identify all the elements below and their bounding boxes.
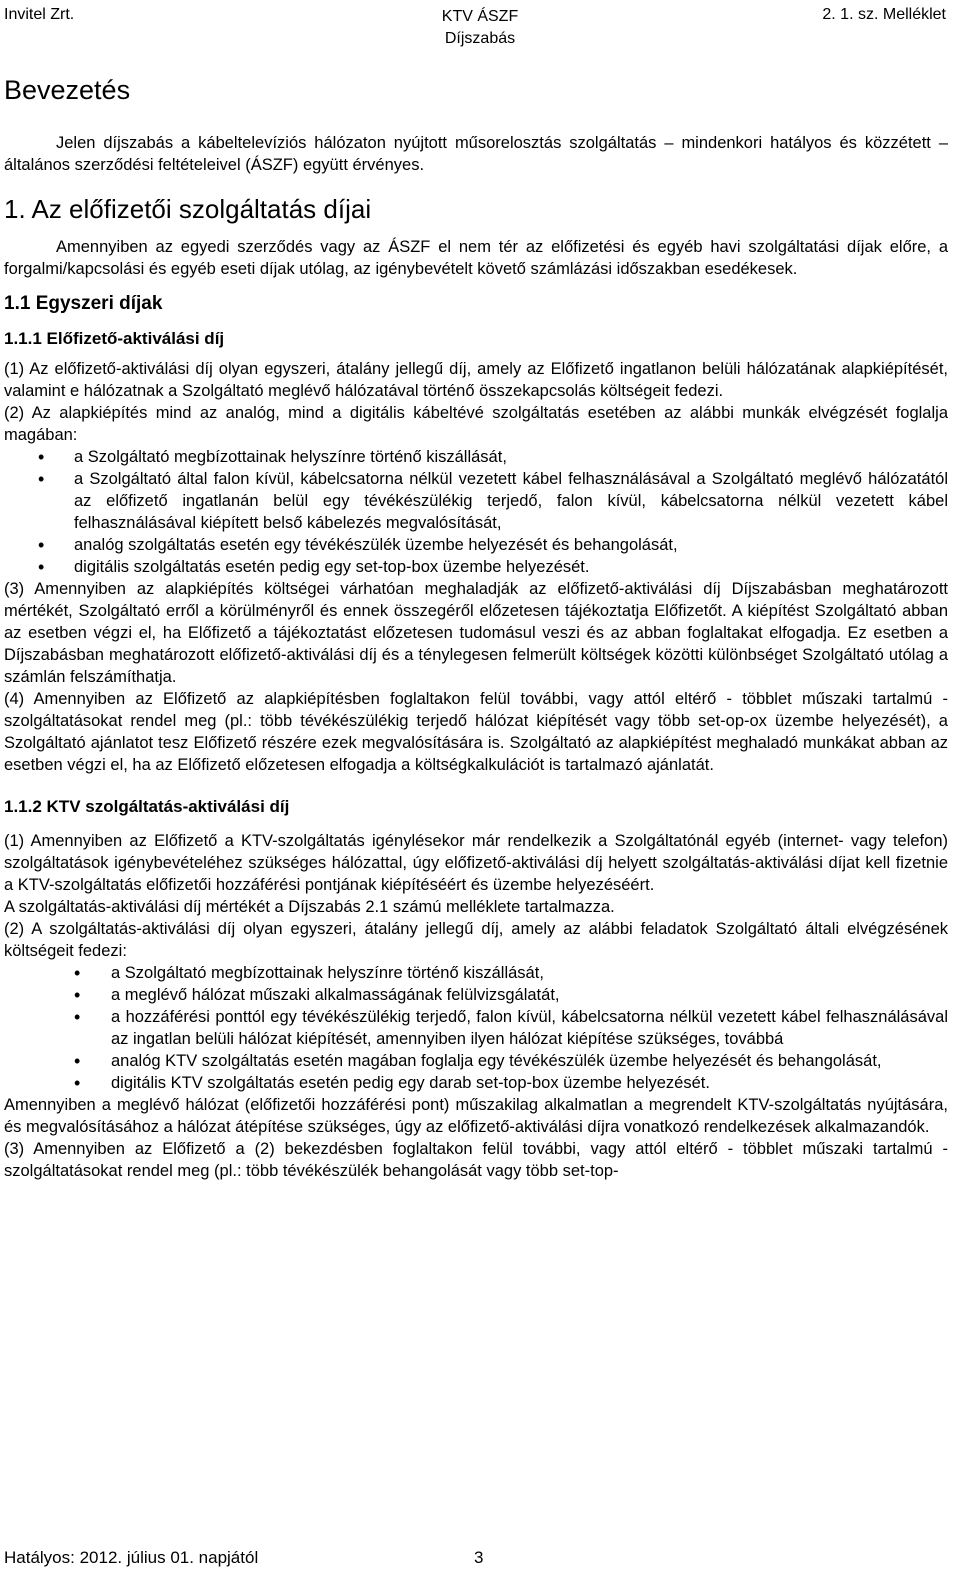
list-item: • a Szolgáltató megbízottainak helyszínre történő kiszállását, <box>4 962 948 984</box>
list-item: • analóg KTV szolgáltatás esetén magában foglalja egy tévékészülék üzembe helyezését és behangolását, <box>4 1050 948 1072</box>
list-item: • a meglévő hálózat műszaki alkalmasságának felülvizsgálatát, <box>4 984 948 1006</box>
intro-heading: Bevezetés <box>4 75 131 105</box>
list-item: • digitális KTV szolgáltatás esetén pedig egy darab set-top-box üzembe helyezését. <box>4 1072 948 1094</box>
list-item: • a Szolgáltató által falon kívül, kábelcsatorna nélkül vezetett kábel felhasználásával a Szolgáltató meglévő hálózatától az előfizető ingatlanán belül egy tévékészülékig terjedő, falon kívül, kábelcsatorna nélkül vezetett kábel felhasználásával kiépített belső kábelezés megvalósítását, <box>4 468 948 534</box>
footer-effective-date: Hatályos: 2012. július 01. napjától <box>4 1548 259 1567</box>
document-body <box>4 72 948 1182</box>
header-document-title <box>0 6 960 50</box>
header-annex: 2. 1. sz. Melléklet <box>822 6 946 23</box>
header-doc-name: KTV ÁSZF <box>441 8 519 25</box>
list-item: • a hozzáférési ponttól egy tévékészülékig terjedő, falon kívül, kábelcsatorna nélkül vezetett kábel felhasználásával az ingatlan belüli hálózat kiépítését, amennyiben ilyen hálózat kiépítése szükséges, továbbá <box>4 1006 948 1050</box>
list-basic-installation <box>4 446 948 578</box>
footer-page-number: 3 <box>474 1548 484 1567</box>
list-item: • analóg szolgáltatás esetén egy tévékészülék üzembe helyezését és behangolását, <box>4 534 948 556</box>
paragraph-1-1-2-4: (3) Amennyiben az Előfizető a (2) bekezdésben foglaltakon felül további, vagy attól eltérő - többlet műszaki tartalmú - szolgáltatásokat rendel meg (pl.: több tévékészülék behangolását vagy több set-top- <box>4 1140 948 1180</box>
paragraph-1-1-1-3: (3) Amennyiben az alapkiépítés költségei várhatóan meghaladják az előfizető-aktiválási díj Díjszabásban meghatározott mértékét, Szolgáltató erről a körülményről és ennek összegéről előzetesen tájékoztatja Előfizetőt. A kiépítést Szolgáltató abban az esetben végzi el, ha Előfizető a tájékoztatást előzetesen tudomásul veszi és az abban foglaltakat elfogadja. Ez esetben a Díjszabásban meghatározott előfizető-aktiválási díj és a ténylegesen felmerült költségek közötti különbséget Szolgáltató utólag a számlán felszámíthatja. <box>4 580 948 686</box>
header-company: Invitel Zrt. <box>4 6 75 23</box>
paragraph-1-1-1-4: (4) Amennyiben az Előfizető az alapkiépítésben foglaltakon felül további, vagy attól eltérő - többlet műszaki tartalmú - szolgáltatásokat rendel meg (pl.: több tévékészülékig terjedő hálózat kiépítését vagy több set-op-ox üzembe helyezését), a Szolgáltató ajánlatot tesz Előfizető részére ezek megvalósítására is. Szolgáltató az alapkiépítést meghaladó munkákat abban az esetben végzi el, ha az Előfizető előzetesen elfogadja a költségkalkulációt is tartalmazó ajánlatát. <box>4 690 948 774</box>
header-doc-subtitle: Díjszabás <box>444 30 516 47</box>
paragraph-1-1-2-3: Amennyiben a meglévő hálózat (előfizetői hozzáférési pont) műszakilag alkalmatlan a megrendelt KTV-szolgáltatás nyújtására, és megvalósításához a hálózat átépítése szükséges, úgy az előfizető-aktiválási díjra vonatkozó rendelkezések alkalmazandók. <box>4 1096 948 1136</box>
paragraph-1-1-2-1b: A szolgáltatás-aktiválási díj mértékét a Díjszabás 2.1 számú melléklete tartalmazza. <box>4 898 615 916</box>
list-service-activation <box>4 962 948 1094</box>
section-1-1-1-heading: 1.1.1 Előfizető-aktiválási díj <box>4 329 225 348</box>
paragraph-1-1-1-2: (2) Az alapkiépítés mind az analóg, mind a digitális kábeltévé szolgáltatás esetében az alábbi munkák elvégzését foglalja magában: <box>4 404 948 444</box>
section-1-1-2-heading: 1.1.2 KTV szolgáltatás-aktiválási díj <box>4 797 290 816</box>
section-1-1-heading: 1.1 Egyszeri díjak <box>4 293 163 314</box>
paragraph-1-1-2-1: (1) Amennyiben az Előfizető a KTV-szolgáltatás igénylésekor már rendelkezik a Szolgáltatónál egyéb (internet- vagy telefon) szolgáltatások igénybevételéhez szükséges hálózattal, úgy előfizető-aktiválási díj helyett szolgáltatás-aktiválási díjat kell fizetnie a KTV-szolgáltatás előfizetői hozzáférési pontjának kiépítéséért és üzembe helyezéséért. <box>4 832 948 894</box>
list-item: • a Szolgáltató megbízottainak helyszínre történő kiszállását, <box>4 446 948 468</box>
paragraph-1-1-2-2: (2) A szolgáltatás-aktiválási díj olyan egyszeri, átalány jellegű díj, amely az alábbi feladatok Szolgáltató általi elvégzésének költségeit fedezi: <box>4 920 948 960</box>
section-1-paragraph: Amennyiben az egyedi szerződés vagy az ÁSZF el nem tér az előfizetési és egyéb havi szolgáltatási díjak előre, a forgalmi/kapcsolási és egyéb eseti díjak utólag, az igénybevételt követő számlázási időszakban esedékesek. <box>4 238 948 278</box>
section-1-heading: 1. Az előfizetői szolgáltatás díjai <box>4 194 372 224</box>
intro-paragraph: Jelen díjszabás a kábeltelevíziós hálózaton nyújtott műsorelosztás szolgáltatás – mindenkori hatályos és közzétett – általános szerződési feltételeivel (ÁSZF) együtt érvényes. <box>4 134 948 174</box>
list-item: • digitális szolgáltatás esetén pedig egy set-top-box üzembe helyezését. <box>4 556 948 578</box>
paragraph-1-1-1-1: (1) Az előfizető-aktiválási díj olyan egyszeri, átalány jellegű díj, amely az Előfizető ingatlanon belüli hálózatának alapkiépítését, valamint e hálózatnak a Szolgáltató meglévő hálózatával történő összekapcsolás költségeit fedezi. <box>4 360 948 400</box>
